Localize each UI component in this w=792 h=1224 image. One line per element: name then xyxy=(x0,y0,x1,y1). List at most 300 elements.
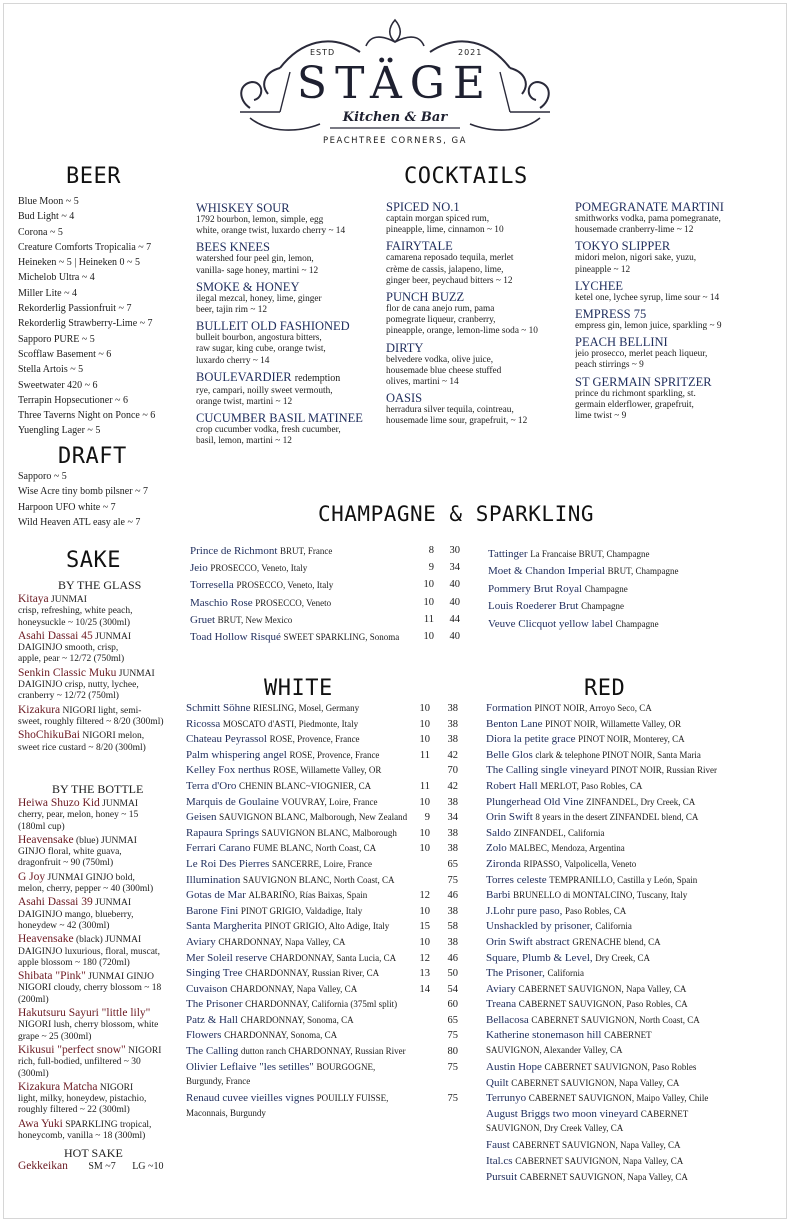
glass-price: 10 xyxy=(419,843,430,855)
logo-location: PEACHTREE CORNERS, GA xyxy=(323,136,467,146)
cocktail-name-line xyxy=(196,370,382,386)
wine-name: Barone Fini xyxy=(186,904,239,917)
wine-desc: CABERNET xyxy=(640,1108,689,1119)
cocktail-desc: crème de cassis, jalapeno, lime, xyxy=(386,264,504,275)
red-wine-row xyxy=(486,919,776,935)
cocktail-name-line xyxy=(196,319,382,333)
bottle-price: 38 xyxy=(447,796,458,808)
sparkling-heading: CHAMPAGNE & SPARKLING xyxy=(318,502,595,526)
cocktail-desc: germain elderflower, grapefruit, xyxy=(575,399,694,410)
wine-desc: ROSE, Provence, France xyxy=(269,734,360,745)
sake-desc-line: light, milky, honeydew, pistachio, xyxy=(18,1094,147,1105)
sake-item-first-line xyxy=(18,835,190,847)
sake-name: Kizakura xyxy=(18,704,61,716)
white-wine-row xyxy=(186,919,466,935)
white-wine-row xyxy=(186,904,466,920)
red-wine-row xyxy=(486,935,776,951)
cocktail-name: EMPRESS 75 xyxy=(575,307,647,322)
cocktail-name-line xyxy=(386,391,572,405)
cocktail-name-line xyxy=(575,335,765,349)
red-wine-row xyxy=(486,1013,776,1029)
sake-item-first-line xyxy=(18,934,190,946)
cocktail-desc: flor de cana anejo rum, pama xyxy=(386,304,495,315)
wine-desc: CHARDONNAY, Napa Valley, CA xyxy=(218,936,346,947)
wine-name: Treana xyxy=(486,998,517,1011)
cocktail-desc: pineapple ~ 12 xyxy=(575,264,631,275)
wine-desc: SAUVIGNON BLANC, Malborough, New Zealand xyxy=(219,812,408,823)
cocktail-name-line xyxy=(575,375,765,389)
sake-name: Kikusui "perfect snow" xyxy=(18,1044,126,1056)
wine-desc: CABERNET SAUVIGNON, Napa Valley, CA xyxy=(511,1077,680,1088)
logo-subtitle: Kitchen & Bar xyxy=(342,110,448,125)
wine-name: J.Lohr pure paso, xyxy=(486,904,563,917)
sake-item xyxy=(18,798,190,833)
red-wine-row-cont xyxy=(486,1122,776,1135)
white-wine-row xyxy=(186,779,466,795)
sparkling-row xyxy=(488,563,778,580)
wine-name: Geisen xyxy=(186,811,217,824)
sake-name: Asahi Dassai 45 xyxy=(18,630,93,642)
sake-desc-line: roughly filtered ~ 22 (300ml) xyxy=(18,1105,130,1116)
bottle-price: 38 xyxy=(447,905,458,917)
sake-desc-line: rich, full-bodied, unfiltered ~ 30 xyxy=(18,1057,141,1068)
cocktail-desc: smithworks vodka, pama pomegranate, xyxy=(575,214,721,224)
wine-desc: Dry Creek, CA xyxy=(595,952,650,963)
cocktail-name: PEACH BELLINI xyxy=(575,335,668,350)
wine-name: Prince de Richmont xyxy=(190,545,278,557)
cocktail-name: ST GERMAIN SPRITZER xyxy=(575,374,712,389)
sake-desc-line: honeycomb, vanilla ~ 18 (300ml) xyxy=(18,1131,146,1142)
cocktail-desc: lime twist ~ 9 xyxy=(575,411,627,422)
wine-desc: MOSCATO d'ASTI, Piedmonte, Italy xyxy=(222,718,359,729)
red-wine-row xyxy=(486,748,776,764)
bottle-price: 75 xyxy=(447,1093,458,1105)
sake-name: Senkin Classic Muku xyxy=(18,667,117,679)
beer-item: Creature Comforts Tropicalia ~ 7 xyxy=(18,241,152,253)
wine-desc: CABERNET xyxy=(604,1030,652,1041)
cocktail-item xyxy=(196,201,382,237)
cocktail-name-line xyxy=(575,279,765,293)
cocktail-desc: crop cucumber vodka, fresh cucumber, xyxy=(196,425,341,436)
cocktail-item xyxy=(196,240,382,276)
sake-desc: JUNMAI xyxy=(102,799,139,809)
sake-desc-line: cranberry ~ 12/72 (750ml) xyxy=(18,691,119,702)
white-wine-row-cont xyxy=(186,1107,466,1120)
bottle-price: 42 xyxy=(447,780,458,792)
red-wine-row xyxy=(486,1028,776,1044)
glass-price: 10 xyxy=(419,796,430,808)
red-wine-row xyxy=(486,1076,776,1092)
sake-desc-line: dragonfruit ~ 90 (750ml) xyxy=(18,858,114,869)
cocktail-item xyxy=(196,370,382,408)
white-wine-row xyxy=(186,795,466,811)
sparkling-row xyxy=(190,543,470,560)
cocktail-desc: orange twist, martini ~ 12 xyxy=(196,397,293,408)
cocktail-name-line xyxy=(386,290,572,304)
cocktail-desc: prince du richmont sparkling, st. xyxy=(575,388,696,399)
glass-price: 9 xyxy=(428,562,434,574)
red-wine-row xyxy=(486,826,776,842)
glass-price: 10 xyxy=(419,827,430,839)
sparkling-left-list xyxy=(190,543,470,646)
wine-name: The Calling xyxy=(186,1045,239,1058)
red-wine-row xyxy=(486,763,776,779)
bottle-price: 34 xyxy=(447,812,458,824)
sake-desc-line: apple blossom ~ 180 (720ml) xyxy=(18,957,130,968)
sake-item xyxy=(18,1082,190,1117)
red-wine-row xyxy=(486,873,776,889)
wine-desc: PROSECCO, Veneto xyxy=(255,597,332,608)
cocktail-item xyxy=(575,200,765,236)
wine-desc: PINOT GRIGIO, Alto Adige, Italy xyxy=(264,921,390,932)
sake-desc: (blue) JUNMAI xyxy=(75,835,137,846)
sake-item-first-line xyxy=(18,1082,190,1094)
wine-name: Faust xyxy=(486,1139,510,1152)
sake-desc-line: grape ~ 25 (300ml) xyxy=(18,1031,92,1042)
draft-heading: DRAFT xyxy=(58,444,127,469)
sake-name: Heiwa Shuzo Kid xyxy=(18,798,100,809)
glass-price: 8 xyxy=(428,545,434,556)
sake-item-first-line xyxy=(18,872,190,884)
sparkling-row xyxy=(190,629,470,646)
white-wine-row xyxy=(186,717,466,733)
white-wine-row xyxy=(186,1013,466,1029)
sake-item-first-line xyxy=(18,1119,190,1131)
sake-item xyxy=(18,872,190,896)
wine-name: Singing Tree xyxy=(186,967,243,980)
cocktail-name-line xyxy=(196,240,382,254)
sake-bottle-list xyxy=(18,798,190,1144)
cocktail-item xyxy=(196,280,382,316)
cocktail-desc: beer, tajin rim ~ 12 xyxy=(196,305,268,316)
sake-desc: NIGORI xyxy=(99,1082,134,1093)
sake-name: Kizakura Matcha xyxy=(18,1081,98,1093)
white-wine-row xyxy=(186,997,466,1013)
red-list xyxy=(486,701,776,1185)
wine-desc: CABERNET SAUVIGNON, North Coast, CA xyxy=(531,1014,700,1025)
red-wine-row-cont xyxy=(486,1044,776,1057)
bottle-price: 38 xyxy=(447,718,458,730)
beer-item: Rekorderlig Passionfruit ~ 7 xyxy=(18,303,132,315)
wine-desc: 8 years in the desert ZINFANDEL blend, CA xyxy=(535,812,699,823)
wine-desc: FUME BLANC, North Coast, CA xyxy=(253,843,377,854)
sake-desc-line: melon, cherry, pepper ~ 40 (300ml) xyxy=(18,884,154,895)
white-wine-row xyxy=(186,763,466,779)
wine-desc: CHARDONNAY, Russian River, CA xyxy=(245,968,380,979)
wine-desc: CHENIN BLANC~VIOGNIER, CA xyxy=(239,780,372,791)
sake-item xyxy=(18,631,190,666)
wine-desc: Paso Robles, CA xyxy=(565,905,627,916)
wine-name: Moet & Chandon Imperial xyxy=(488,565,606,578)
draft-item: Wise Acre tiny bomb pilsner ~ 7 xyxy=(18,486,148,498)
bottle-price: 60 xyxy=(447,999,458,1011)
red-wine-row xyxy=(486,779,776,795)
sake-desc: JUNMAI GINJO bold, xyxy=(47,872,135,883)
wine-name: Illumination xyxy=(186,873,241,886)
cocktails-col-1 xyxy=(196,201,382,451)
wine-name: Chateau Peyrassol xyxy=(186,733,267,746)
sparkling-row xyxy=(488,598,778,615)
red-wine-row xyxy=(486,966,776,982)
cocktail-desc: white, orange twist, luxardo cherry ~ 14 xyxy=(196,226,346,237)
wine-desc: CABERNET SAUVIGNON, Napa Valley, CA xyxy=(519,1171,688,1182)
cocktail-item xyxy=(575,375,765,423)
wine-name: Kelley Fox nerthus xyxy=(186,764,271,777)
hot-sake-heading: HOT SAKE xyxy=(64,1146,123,1160)
beer-heading: BEER xyxy=(66,164,121,189)
wine-name: Orin Swift xyxy=(486,811,533,824)
cocktail-name-line xyxy=(386,341,572,355)
wine-desc: GRENACHE blend, CA xyxy=(572,936,661,947)
glass-price: 13 xyxy=(419,968,430,980)
wine-desc: CHARDONNAY, Sonoma, CA xyxy=(224,1030,338,1041)
wine-name: Square, Plumb & Level, xyxy=(486,951,593,964)
cocktail-desc: herradura silver tequila, cointreau, xyxy=(386,405,514,416)
sake-item-first-line xyxy=(18,668,190,680)
wine-desc: California xyxy=(547,968,584,979)
cocktail-name-line xyxy=(196,201,382,215)
white-wine-row xyxy=(186,826,466,842)
wine-name: Unshackled by prisoner, xyxy=(486,920,593,933)
cocktail-desc: camarena reposado tequila, merlet xyxy=(386,253,514,264)
sake-glass-list xyxy=(18,594,190,756)
bottle-price: 40 xyxy=(449,631,460,643)
cocktail-item xyxy=(575,335,765,371)
hot-sake-name: Gekkeikan xyxy=(18,1160,68,1172)
wine-desc: CABERNET SAUVIGNON, Paso Robles xyxy=(544,1062,697,1073)
sake-desc: JUNMAI xyxy=(118,668,155,679)
bottle-price: 65 xyxy=(447,1014,458,1026)
cocktails-heading: COCKTAILS xyxy=(404,164,528,189)
wine-desc: SWEET SPARKLING, Sonoma xyxy=(283,632,400,643)
wine-name: Tattinger xyxy=(488,548,528,560)
sake-desc-line: sweet, roughly filtered ~ 8/20 (300ml) xyxy=(18,716,164,727)
wine-desc: CABERNET SAUVIGNON, Maipo Valley, Chile xyxy=(528,1093,709,1104)
wine-desc: clark & telephone PINOT NOIR, Santa Maria xyxy=(535,749,701,760)
wine-desc: SAUVIGNON, Alexander Valley, CA xyxy=(486,1045,623,1056)
cocktail-item xyxy=(386,391,572,427)
sparkling-row xyxy=(488,581,778,598)
glass-price: 14 xyxy=(419,983,430,995)
sake-item xyxy=(18,730,190,754)
glass-price: 15 xyxy=(419,921,430,933)
sake-desc-line: (180ml cup) xyxy=(18,821,65,832)
bottle-price: 46 xyxy=(447,890,458,902)
sake-desc: SPARKLING tropical, xyxy=(65,1119,152,1130)
beer-item: Rekorderlig Strawberry-Lime ~ 7 xyxy=(18,318,153,330)
cocktail-name: DIRTY xyxy=(386,340,424,355)
sake-desc-line: (200ml) xyxy=(18,994,49,1005)
red-wine-row xyxy=(486,982,776,998)
bottle-price: 38 xyxy=(447,843,458,855)
wine-desc: BOURGOGNE, xyxy=(316,1061,376,1072)
cocktail-desc: rye, campari, noilly sweet vermouth, xyxy=(196,385,333,396)
sake-item-first-line xyxy=(18,705,190,717)
sake-name: Hakutsuru Sayuri "little lily" xyxy=(18,1008,151,1020)
cocktail-desc: peach stirrings ~ 9 xyxy=(575,360,644,371)
cocktail-desc: ginger beer, peychaud bitters ~ 12 xyxy=(386,275,513,286)
wine-name: Louis Roederer Brut xyxy=(488,600,579,613)
cocktail-name-line xyxy=(386,239,572,253)
sake-desc-line: DAIGINJO mango, blueberry, xyxy=(18,909,134,920)
cocktail-item xyxy=(196,411,382,447)
wine-desc: BRUT, New Mexico xyxy=(217,614,293,625)
wine-desc: ROSE, Willamette Valley, OR xyxy=(272,765,382,776)
wine-desc: Burgundy, France xyxy=(186,1076,251,1087)
sake-desc-line: DAIGINJO smooth, crisp, xyxy=(18,643,119,654)
wine-name: Pommery Brut Royal xyxy=(488,582,583,595)
sparkling-row xyxy=(190,595,470,612)
sake-item xyxy=(18,897,190,932)
beer-item: Blue Moon ~ 5 xyxy=(18,196,79,207)
red-wine-row xyxy=(486,1170,776,1186)
sake-item xyxy=(18,835,190,870)
cocktail-desc: empress gin, lemon juice, sparkling ~ 9 xyxy=(575,321,722,332)
wine-name: Palm whispering angel xyxy=(186,748,287,761)
cocktail-name-line xyxy=(386,200,572,214)
cocktail-item xyxy=(386,290,572,338)
wine-desc: CHARDONNAY, Napa Valley, CA xyxy=(230,983,358,994)
red-wine-row xyxy=(486,810,776,826)
sparkling-row xyxy=(190,577,470,594)
cocktail-item xyxy=(575,279,765,304)
white-wine-row xyxy=(186,748,466,764)
bottle-price: 80 xyxy=(447,1046,458,1058)
beer-item: Scofflaw Basement ~ 6 xyxy=(18,348,112,360)
white-wine-row xyxy=(186,810,466,826)
sake-item-first-line xyxy=(18,631,190,643)
sake-desc-line: cherry, pear, melon, honey ~ 15 xyxy=(18,810,139,821)
bottle-price: 34 xyxy=(449,562,460,574)
draft-item: Wild Heaven ATL easy ale ~ 7 xyxy=(18,516,141,528)
wine-name: Torres celeste xyxy=(486,873,547,886)
cocktail-desc: watershed four peel gin, lemon, xyxy=(196,254,314,265)
sake-name: G Joy xyxy=(18,871,46,883)
cocktail-desc: midori melon, nigori sake, yuzu, xyxy=(575,253,697,264)
sake-name: ShoChikuBai xyxy=(18,730,80,742)
cocktail-item xyxy=(575,307,765,332)
sparkling-row xyxy=(488,546,778,563)
glass-price: 12 xyxy=(419,890,430,902)
glass-price: 11 xyxy=(419,780,430,792)
red-wine-row xyxy=(486,857,776,873)
bottle-price: 40 xyxy=(449,579,460,591)
beer-item: Three Taverns Night on Ponce ~ 6 xyxy=(18,410,156,422)
sake-desc-line: GINJO floral, white guava, xyxy=(18,847,122,858)
glass-price: 10 xyxy=(423,579,434,591)
wine-desc: PROSECCO, Veneto, Italy xyxy=(210,563,308,574)
wine-name: Zolo xyxy=(486,842,507,855)
sake-desc-line: sweet rice custard ~ 8/20 (300ml) xyxy=(18,742,146,753)
wine-name: Santa Margherita xyxy=(186,920,262,933)
wine-desc: PINOT NOIR, Willamette Valley, OR xyxy=(545,718,682,729)
sake-desc-line: DAIGINJO crisp, nutty, lychee, xyxy=(18,680,139,691)
wine-name: Plungerhead Old Vine xyxy=(486,795,584,808)
draft-list xyxy=(18,469,188,530)
cocktail-item xyxy=(575,239,765,275)
sake-item xyxy=(18,934,190,969)
white-heading: WHITE xyxy=(264,676,333,701)
hot-sake-row xyxy=(18,1160,190,1172)
cocktail-item xyxy=(386,200,572,236)
wine-desc: POUILLY FUISSE, xyxy=(316,1093,389,1104)
wine-name: Formation xyxy=(486,702,532,714)
cocktail-desc: housemade cranberry-lime ~ 12 xyxy=(575,225,694,236)
sake-heading: SAKE xyxy=(66,548,121,573)
cocktails-col-3 xyxy=(575,200,765,425)
cocktail-desc: housemade lime sour, grapefruit, ~ 12 xyxy=(386,416,528,427)
cocktail-item xyxy=(386,341,572,389)
white-wine-row xyxy=(186,873,466,889)
wine-name: Austin Hope xyxy=(486,1061,542,1074)
wine-desc: BRUNELLO di MONTALCINO, Tuscany, Italy xyxy=(513,890,688,901)
bottle-price: 75 xyxy=(447,874,458,886)
wine-desc: RIESLING, Mosel, Germany xyxy=(253,703,360,713)
cocktail-name-extra: redemption xyxy=(294,372,341,384)
wine-name: Benton Lane xyxy=(486,717,543,730)
glass-price: 12 xyxy=(419,952,430,964)
sake-item-first-line xyxy=(18,1008,190,1020)
wine-desc: MERLOT, Paso Robles, CA xyxy=(540,780,643,791)
bottle-price: 30 xyxy=(449,545,460,556)
wine-name: Toad Hollow Risqué xyxy=(190,631,281,644)
sparkling-right-list xyxy=(488,546,778,633)
wine-name: Schmitt Söhne xyxy=(186,702,251,714)
wine-name: Terra d'Oro xyxy=(186,779,237,792)
wine-name: Saldo xyxy=(486,826,512,839)
beer-item: Terrapin Hopsecutioner ~ 6 xyxy=(18,394,128,406)
wine-desc: CABERNET SAUVIGNON, Napa Valley, CA xyxy=(512,1140,681,1151)
wine-desc: PINOT NOIR, Russian River xyxy=(611,765,717,776)
wine-desc: CHARDONNAY, Santa Lucia, CA xyxy=(269,952,397,963)
red-wine-row xyxy=(486,888,776,904)
cocktail-item xyxy=(196,319,382,367)
cocktail-desc: pineapple, orange, lemon-lime soda ~ 10 xyxy=(386,326,538,337)
sake-desc: (black) JUNMAI xyxy=(75,935,142,946)
sake-desc-line: apple, pear ~ 12/72 (750ml) xyxy=(18,654,125,665)
logo-name: STÄGE xyxy=(296,58,494,109)
wine-desc: ALBARIÑO, Rías Baixas, Spain xyxy=(248,890,368,901)
cocktail-name: BULLEIT OLD FASHIONED xyxy=(196,319,350,334)
wine-name: Veuve Clicquot yellow label xyxy=(488,617,613,630)
sparkling-row xyxy=(190,612,470,629)
red-wine-row xyxy=(486,701,776,717)
bottle-price: 38 xyxy=(447,936,458,948)
wine-name: Diora la petite grace xyxy=(486,733,576,746)
sake-desc: JUNMAI GINJO xyxy=(88,972,154,983)
red-wine-row xyxy=(486,1107,776,1123)
bottle-price: 38 xyxy=(447,703,458,714)
cocktail-name: POMEGRANATE MARTINI xyxy=(575,200,724,214)
bottle-price: 50 xyxy=(447,968,458,980)
wine-name: Aviary xyxy=(186,935,216,948)
red-wine-row xyxy=(486,717,776,733)
white-wine-row xyxy=(186,841,466,857)
sake-item xyxy=(18,668,190,703)
wine-name: Zironda xyxy=(486,857,521,870)
sake-item-first-line xyxy=(18,594,190,606)
cocktail-name: LYCHEE xyxy=(575,278,624,293)
beer-item: Miller Lite ~ 4 xyxy=(18,287,78,299)
wine-name: Patz & Hall xyxy=(186,1013,238,1026)
cocktail-desc: basil, lemon, martini ~ 12 xyxy=(196,436,292,447)
sake-name: Awa Yuki xyxy=(18,1118,63,1130)
sake-desc-line: (300ml) xyxy=(18,1068,49,1079)
cocktail-desc: pomegrate liqueur, cranberry, xyxy=(386,315,496,326)
wine-desc: Champagne xyxy=(584,583,628,594)
wine-name: The Calling single vineyard xyxy=(486,764,609,777)
bottle-price: 65 xyxy=(447,858,458,870)
